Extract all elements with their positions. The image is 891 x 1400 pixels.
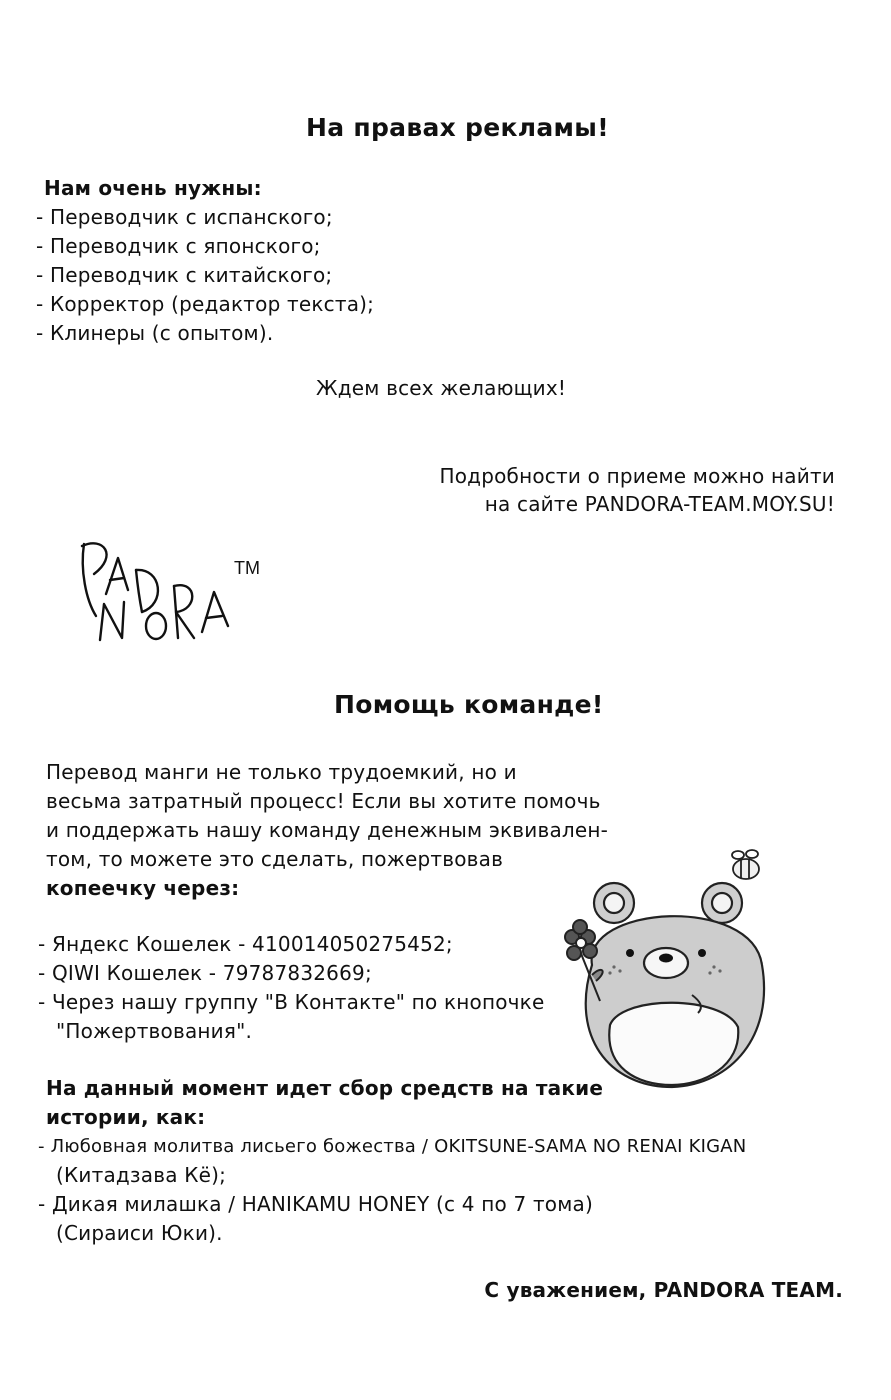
logo-tm: TM [234,558,260,578]
paragraph-line: том, то можете это сделать, пожертвовав [46,847,504,871]
welcome-text: Ждем всех желающих! [316,376,567,400]
details-line-1: Подробности о приеме можно найти [439,464,835,488]
paragraph-line: и поддержать нашу команду денежным эквивален- [46,818,609,842]
donation-methods [38,930,544,1046]
list-item: - Корректор (редактор текста); [36,292,375,316]
stories-list [38,1132,746,1248]
list-item: - Переводчик с испанского; [36,205,333,229]
list-item: - Переводчик с японского; [36,234,321,258]
list-item: - Дикая милашка / HANIKAMU HONEY (с 4 по 7 тома) [38,1192,593,1216]
pandora-logo [70,530,270,650]
bear-mascot-illustration [552,845,792,1095]
paragraph-line: копеечку через: [46,876,240,900]
ad-title: На правах рекламы! [306,113,609,142]
list-item: - Яндекс Кошелек - 410014050275452; [38,932,453,956]
vacancy-list [36,203,374,348]
help-title: Помощь команде! [334,690,604,719]
collect-line-2: истории, как: [46,1105,206,1129]
list-item: - Через нашу группу "В Контакте" по кнопочке [38,990,545,1014]
list-item: - Переводчик с китайского; [36,263,333,287]
collect-line-1: На данный момент идет сбор средств на такие [46,1076,604,1100]
details-line-2: на сайте PANDORA-TEAM.MOY.SU! [484,492,835,516]
list-item: "Пожертвования". [56,1019,253,1043]
list-item: - Клинеры (с опытом). [36,321,274,345]
list-item: - Любовная молитва лисьего божества / OKITSUNE-SAMA NO RENAI KIGAN [38,1136,747,1157]
ad-intro: Нам очень нужны: [44,176,262,200]
signature: С уважением, PANDORA TEAM. [484,1278,843,1302]
help-paragraph [46,758,608,903]
list-item: (Китадзава Кё); [56,1163,227,1187]
paragraph-line: весьма затратный процесс! Если вы хотите помочь [46,789,601,813]
list-item: - QIWI Кошелек - 79787832669; [38,961,372,985]
paragraph-line: Перевод манги не только трудоемкий, но и [46,760,517,784]
list-item: (Сираиси Юки). [56,1221,223,1245]
